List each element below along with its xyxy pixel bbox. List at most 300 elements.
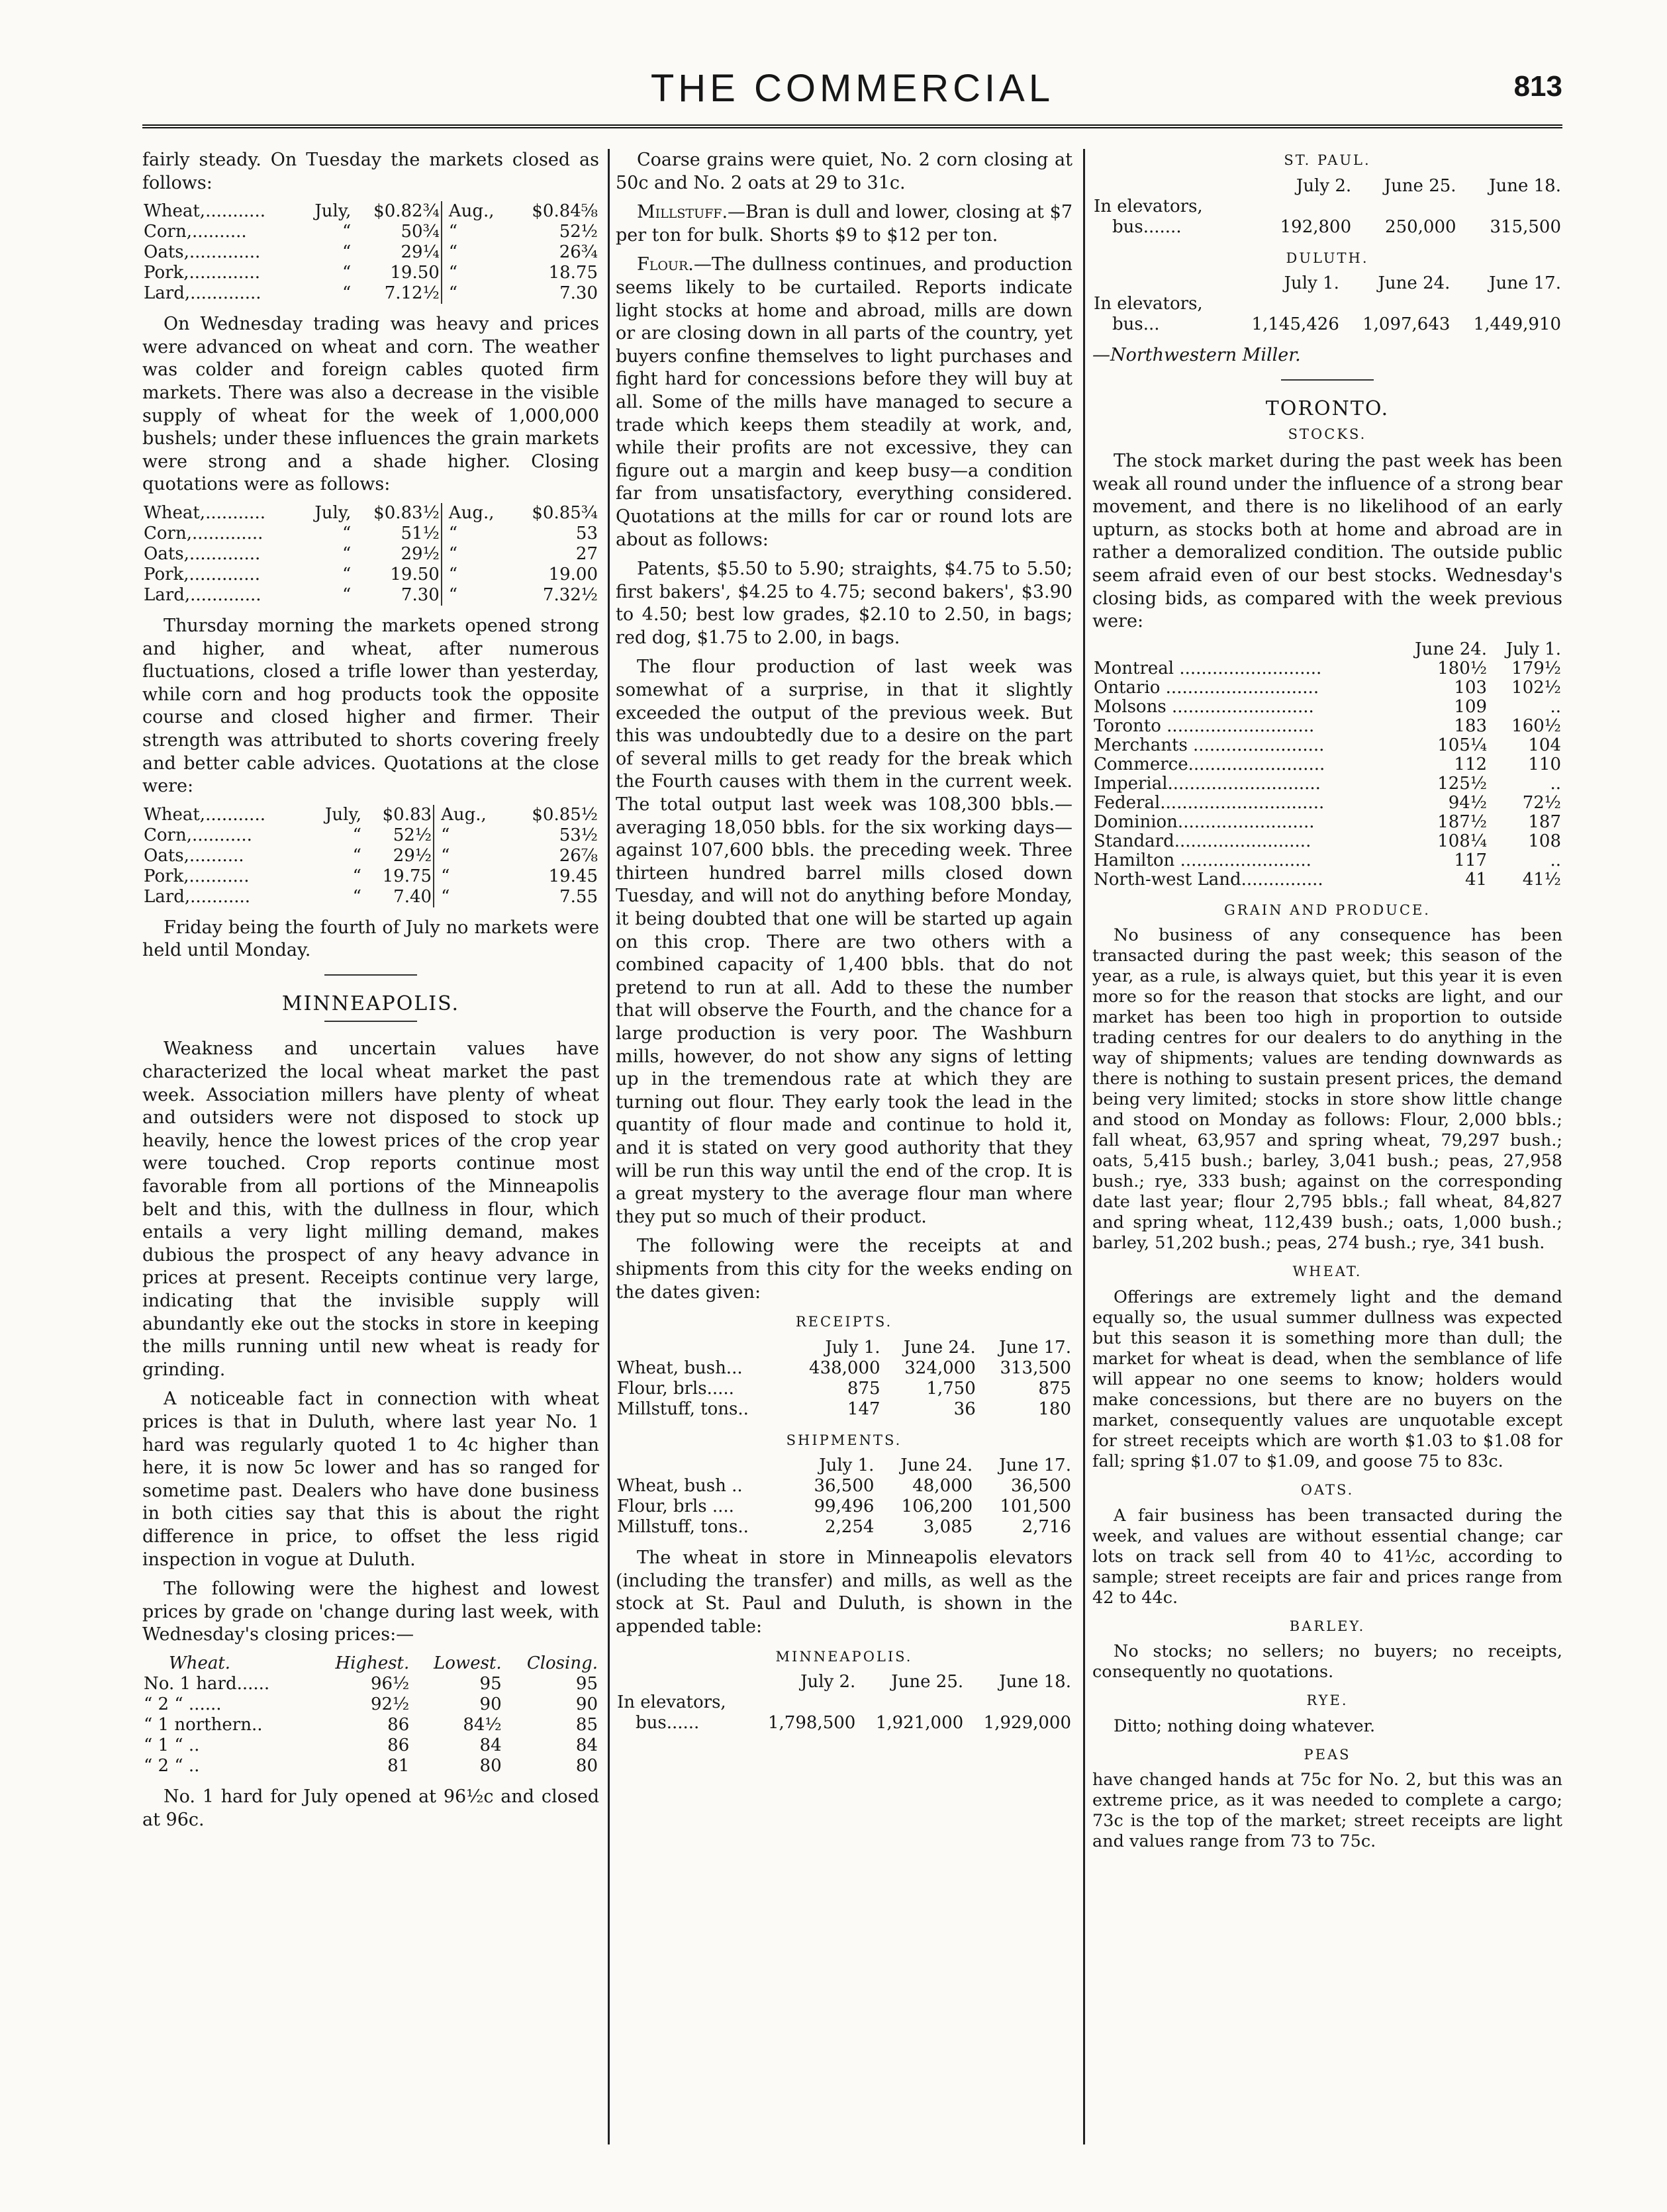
grade-label: “ 1 northern..	[144, 1714, 263, 1735]
section-heading-toronto: TORONTO.	[1265, 396, 1390, 420]
table-row	[1092, 794, 1562, 813]
bid-value: 105¼	[1437, 735, 1488, 755]
row-label: Wheat, bush ..	[617, 1476, 743, 1497]
paragraph	[616, 253, 1072, 551]
tuesday-quotes-table	[142, 201, 599, 304]
row-label: In elevators,	[1094, 196, 1203, 216]
price-value: 19.45	[548, 866, 598, 886]
paragraph: No. 1 hard for July opened at 96½c and closed at 96c.	[142, 1786, 599, 1830]
table-row	[616, 1692, 1072, 1713]
value-cell: 2,716	[1022, 1517, 1071, 1538]
grade-label: “ 1 “ ..	[144, 1735, 200, 1755]
paragraph: Offerings are extremely light and the demand equally so, the usual summer dullness was expected but this season it is something more than dull; the market for wheat is dead, when the semblance of life will appear no one seems to know; holders would make concessions, but there are no buyers on the market, consequently values are unquotable except for street receipts which are worth $1.03 to $1.08 for fall; spring $1.07 to $1.09, and goose 75 to 83c.	[1092, 1287, 1562, 1471]
table-cell	[616, 1338, 787, 1358]
table-row	[1092, 314, 1562, 335]
month-label: “	[434, 825, 506, 846]
bid-value: 94½	[1448, 792, 1488, 813]
price-value: 84½	[463, 1714, 502, 1735]
table-header-row	[142, 1653, 599, 1674]
table-row	[142, 1735, 599, 1756]
subsection-heading: PEAS	[1304, 1746, 1351, 1763]
grade-prices-table	[142, 1653, 599, 1776]
column-1	[142, 149, 599, 1838]
bid-value: ..	[1550, 773, 1561, 794]
bid-value: 180½	[1437, 658, 1488, 678]
paragraph: On Wednesday trading was heavy and prices were advanced on wheat and corn. The weather was colder and foreign cables quoted firm markets. There was also a decrease in the visible supply of wheat for the week of 1,000,000 bushels; under these influences the grain markets were strong and a shade higher. Closing quotations were as follows:	[142, 314, 599, 495]
table-header-row	[1092, 273, 1562, 294]
price-value: 90	[479, 1694, 502, 1714]
month-label: “	[434, 887, 506, 907]
commodity-label: Lard,.............	[144, 283, 262, 304]
page-header	[142, 66, 1562, 113]
table-row	[142, 222, 599, 242]
value-cell: 2,254	[825, 1517, 875, 1538]
table-row	[142, 242, 599, 263]
bid-value: 102½	[1511, 677, 1561, 698]
table-row	[142, 283, 599, 304]
column-header: June 17.	[999, 1337, 1071, 1358]
table-header-row	[1092, 640, 1562, 659]
paragraph: A fair business has been transacted during the week, and values are without essential change; car lots on track sell from 40 to 41½c, according to sample; street receipts are fair and prices range from 42 to 44c.	[1092, 1505, 1562, 1608]
column-header: June 18.	[999, 1672, 1071, 1692]
price-value: 7.30	[401, 584, 440, 605]
table-row	[142, 825, 599, 846]
price-value: 90	[575, 1694, 598, 1714]
commodity-label: Corn,.............	[144, 523, 263, 543]
month-label: Aug.,	[442, 503, 511, 524]
stock-name: Toronto ...........................	[1094, 715, 1315, 736]
paragraph-body: —The dullness continues, and production seems likely to be curtailed. Reports indicate light stocks at home and abroad, mills are down or are closing down in all parts of the country, yet buyers confine themselves to light purchases and fight hard for concessions before they will buy at all. Some of the mills have managed to secure a trade which keeps them steadily at work, and, while their profits are not excessive, they can figure out a margin and keep busy—a condition far from unsatisfactory, everything considered. Quotations at the mills for car or round lots are about as follows:	[616, 254, 1072, 550]
month-label: July,	[314, 502, 352, 523]
price-value: 95	[479, 1673, 502, 1694]
price-value: 95	[575, 1673, 598, 1694]
value-cell: 1,929,000	[983, 1713, 1071, 1733]
table-row	[616, 1379, 1072, 1399]
column-header: July 1.	[819, 1455, 875, 1476]
row-label: Flour, brls ....	[617, 1497, 734, 1517]
grade-label: No. 1 hard......	[144, 1673, 270, 1694]
value-cell: 106,200	[901, 1497, 973, 1517]
value-cell: 36,500	[814, 1476, 875, 1497]
price-value: $0.85½	[532, 804, 598, 825]
value-cell: 324,000	[904, 1358, 976, 1378]
value-cell: 438,000	[809, 1358, 881, 1378]
commodity-label: Pork,.............	[144, 564, 260, 584]
table-title: RECEIPTS.	[795, 1314, 893, 1330]
subsection-heading: GRAIN AND PRODUCE.	[1224, 901, 1431, 918]
month-label: “	[442, 222, 511, 242]
column-header: June 18.	[1489, 175, 1561, 196]
paragraph: have changed hands at 75c for No. 2, but this was an extreme price, as it was needed to complete a cargo; 73c is the top of the market; street receipts are light and values range from 73 to 75c.	[1092, 1770, 1562, 1852]
price-value: 84	[575, 1735, 598, 1755]
column-header: June 25.	[1384, 175, 1456, 196]
price-value: 29½	[393, 845, 432, 866]
table-title: SHIPMENTS.	[786, 1432, 902, 1448]
table-row	[616, 1713, 1072, 1733]
month-label: “	[442, 565, 511, 585]
bid-value: 187½	[1437, 811, 1488, 832]
column-header: July 1.	[1284, 273, 1339, 294]
minneapolis-elevators-table	[616, 1672, 1072, 1733]
table-row	[142, 524, 599, 544]
table-row	[142, 1756, 599, 1776]
value-cell: 1,798,500	[768, 1713, 856, 1733]
value-cell: 875	[847, 1378, 881, 1399]
section-rule	[1281, 379, 1374, 381]
price-value: 7.55	[559, 886, 598, 907]
table-row	[142, 503, 599, 524]
table-row	[142, 565, 599, 585]
commodity-label: Wheat,...........	[144, 502, 265, 523]
price-value: 81	[387, 1755, 410, 1776]
table-cell	[1092, 273, 1229, 294]
table-row	[142, 201, 599, 222]
bid-value: 117	[1454, 850, 1488, 870]
column-header: June 24.	[1415, 639, 1488, 659]
section-rule	[324, 974, 417, 976]
subsection-heading: OATS.	[1300, 1481, 1355, 1498]
table-row	[142, 805, 599, 825]
month-label: “	[442, 242, 511, 263]
table-row	[616, 1497, 1072, 1517]
column-header: June 25.	[891, 1672, 964, 1692]
value-cell: 192,800	[1280, 216, 1352, 237]
value-cell: 36	[953, 1399, 976, 1419]
value-cell: 3,085	[923, 1517, 973, 1538]
paragraph-lead: Flour.	[637, 254, 694, 275]
table-cell	[616, 1672, 749, 1692]
column-header: Closing.	[526, 1653, 598, 1673]
stock-name: Standard.........................	[1094, 831, 1311, 851]
table-row	[142, 585, 599, 606]
price-value: 84	[479, 1735, 502, 1755]
paragraph: Thursday morning the markets opened strong and higher, and wheat, after numerous fluctuations, closed a trifle lower than yesterday, while corn and hog products took the opposite course and closed higher and firmer. Their strength was attributed to shorts covering freely and better cable advices. Quotations at the close were:	[142, 615, 599, 797]
table-row	[616, 1399, 1072, 1420]
section-heading-minneapolis: MINNEAPOLIS.	[281, 991, 460, 1015]
row-label: bus.......	[1112, 216, 1182, 237]
commodity-label: Wheat,...........	[144, 201, 265, 222]
bid-value: 187	[1528, 811, 1561, 832]
paragraph: The following were the highest and lowest prices by grade on 'change during last week, with Wednesday's closing prices:—	[142, 1579, 599, 1645]
value-cell: 315,500	[1490, 216, 1561, 237]
bid-value: 125½	[1437, 773, 1488, 794]
stock-name: Ontario ............................	[1094, 677, 1319, 698]
table-row	[142, 866, 599, 887]
table-row	[142, 887, 599, 907]
thursday-quotes-table	[142, 805, 599, 907]
paragraph	[616, 201, 1072, 247]
column-header: July 1.	[825, 1337, 881, 1358]
stock-name: North-west Land...............	[1094, 869, 1323, 890]
column-header: Highest.	[335, 1653, 410, 1673]
paragraph: The following were the receipts at and shipments from this city for the weeks ending on the dates given:	[616, 1236, 1072, 1303]
column-header: July 2.	[1296, 175, 1352, 196]
table-row	[142, 1694, 599, 1715]
table-row	[1092, 813, 1562, 832]
grade-label: “ 2 “ ......	[144, 1694, 222, 1714]
bid-value: 183	[1454, 715, 1488, 736]
table-row	[142, 544, 599, 565]
value-cell: 1,449,910	[1473, 314, 1561, 335]
price-value: 19.75	[382, 866, 432, 886]
month-label: “	[434, 846, 506, 866]
value-cell: 180	[1038, 1399, 1071, 1419]
price-value: 52½	[393, 825, 432, 845]
value-cell: 1,921,000	[875, 1713, 964, 1733]
price-value: 7.30	[559, 283, 598, 304]
bid-value: 109	[1454, 696, 1488, 717]
value-cell: 875	[1038, 1378, 1071, 1399]
price-value: 86	[387, 1714, 410, 1735]
section-rule	[324, 1021, 417, 1022]
price-value: 53	[575, 523, 598, 543]
bid-value: 41	[1464, 869, 1488, 890]
value-cell: 48,000	[912, 1476, 973, 1497]
table-header-row	[616, 1455, 1072, 1476]
price-value: 52½	[559, 222, 598, 242]
table-row	[1092, 774, 1562, 794]
table-row	[142, 1674, 599, 1694]
table-row	[142, 1715, 599, 1735]
column-header: Lowest.	[434, 1653, 502, 1673]
bid-value: 108	[1528, 831, 1561, 851]
table-title: ST. PAUL.	[1284, 152, 1371, 168]
table-row	[1092, 717, 1562, 736]
price-value: 86	[387, 1735, 410, 1755]
subsection-heading: RYE.	[1306, 1692, 1349, 1709]
value-cell: 36,500	[1011, 1476, 1071, 1497]
row-label: Wheat, bush...	[617, 1358, 743, 1378]
header-rule	[142, 124, 1562, 128]
price-value: $0.84⅝	[532, 201, 598, 222]
value-cell: 1,750	[926, 1378, 976, 1399]
page-number: 813	[1513, 70, 1562, 103]
column-divider-1	[608, 149, 610, 2144]
commodity-label: Oats,.............	[144, 242, 261, 263]
table-cell	[1092, 176, 1249, 197]
month-label: “	[442, 263, 511, 283]
subsection-heading: BARLEY.	[1289, 1618, 1366, 1634]
price-value: 19.00	[548, 564, 598, 584]
price-value: 26⅞	[559, 845, 598, 866]
column-3	[1092, 149, 1562, 1859]
table-row	[1092, 736, 1562, 755]
publication-title: THE COMMERCIAL	[650, 67, 1055, 110]
bid-value: 103	[1454, 677, 1488, 698]
value-cell: 101,500	[1000, 1497, 1071, 1517]
bid-value: 72½	[1522, 792, 1561, 813]
paragraph-body: —Bran is dull and lower, closing at $7 per ton for bulk. Shorts $9 to $12 per ton.	[616, 202, 1072, 246]
value-cell: 1,097,643	[1362, 314, 1451, 335]
table-row	[1092, 294, 1562, 314]
table-row	[142, 263, 599, 283]
paragraph: Patents, $5.50 to 5.90; straights, $4.75 to 5.50; first bakers', $4.25 to 4.75; second bakers', $3.90 to 4.50; best low grades, $2.10 to 2.50, in bags; red dog, $1.75 to 2.00, in bags.	[616, 559, 1072, 648]
bid-value: ..	[1550, 850, 1561, 870]
price-value: 85	[575, 1714, 598, 1735]
table-header-row	[1092, 176, 1562, 197]
price-value: 26¾	[559, 242, 598, 263]
bid-value: 104	[1528, 735, 1561, 755]
price-value: 18.75	[548, 263, 598, 283]
commodity-label: Lard,...........	[144, 886, 251, 907]
paragraph: A noticeable fact in connection with wheat prices is that in Duluth, where last year No. 1 hard was regularly quoted 1 to 4c higher than here, it is now 5c lower and has so ranged for sometime past. Dealers who have done business in both cities say that this is about the right difference in price, to offset the less rigid inspection in vogue at Duluth.	[142, 1389, 599, 1570]
table-row	[1092, 832, 1562, 851]
table-row	[1092, 870, 1562, 890]
price-value: 7.40	[393, 886, 432, 907]
bid-value: 160½	[1511, 715, 1561, 736]
month-label: “	[342, 543, 352, 564]
month-label: “	[352, 866, 361, 886]
price-value: 7.32½	[542, 584, 598, 605]
column-header: June 17.	[999, 1455, 1071, 1476]
month-label: “	[342, 564, 352, 584]
bid-value: 179½	[1511, 658, 1561, 678]
value-cell: 1,145,426	[1251, 314, 1339, 335]
value-cell: 313,500	[1000, 1358, 1071, 1378]
stock-name: Montreal ..........................	[1094, 658, 1322, 678]
commodity-label: Corn,..........	[144, 222, 247, 242]
grade-label: “ 2 “ ..	[144, 1755, 200, 1776]
paragraph: fairly steady. On Tuesday the markets closed as follows:	[142, 150, 599, 193]
row-label: In elevators,	[617, 1692, 726, 1713]
commodity-label: Oats,..........	[144, 845, 244, 866]
price-value: 19.50	[390, 564, 440, 584]
value-cell: 147	[847, 1399, 881, 1419]
shipments-table	[616, 1455, 1072, 1538]
stock-name: Commerce.........................	[1094, 754, 1325, 774]
commodity-label: Oats,.............	[144, 543, 261, 564]
value-cell: 99,496	[814, 1497, 875, 1517]
paragraph-lead: Millstuff.	[637, 202, 728, 223]
month-label: “	[342, 242, 352, 263]
row-label: Flour, brls.....	[617, 1378, 734, 1399]
month-label: Aug.,	[442, 201, 511, 222]
receipts-table	[616, 1338, 1072, 1420]
column-header: June 24.	[900, 1455, 973, 1476]
table-row	[142, 846, 599, 866]
price-value: 96½	[370, 1673, 410, 1694]
table-header-row	[616, 1672, 1072, 1692]
month-label: July,	[324, 804, 361, 825]
bid-value: 108¼	[1437, 831, 1488, 851]
bid-value: 112	[1454, 754, 1488, 774]
commodity-label: Lard,.............	[144, 584, 262, 605]
table-row	[1092, 197, 1562, 217]
commodity-label: Pork,...........	[144, 866, 250, 886]
stock-bids-table	[1092, 640, 1562, 890]
month-label: “	[442, 544, 511, 565]
month-label: “	[352, 845, 361, 866]
paragraph: Weakness and uncertain values have characterized the local wheat market the past week. Association millers have plenty of wheat and outsiders were not disposed to stock up heavily, hence the lowest prices of the crop year were touched. Crop reports continue most favorable from all portions of the Minneapolis belt and this, with the dullness in flour, which entails a very light milling demand, makes dubious the prospect of any heavy advance in prices at present. Receipts continue very large, indicating that the invisible supply will abundantly eke out the stocks in store in keeping the mills running until new wheat is ready for grinding.	[142, 1038, 599, 1380]
table-header-row	[616, 1338, 1072, 1358]
duluth-elevators-table	[1092, 273, 1562, 335]
price-value: $0.83½	[373, 502, 440, 523]
stock-name: Imperial............................	[1094, 773, 1321, 794]
stock-name: Merchants ........................	[1094, 735, 1325, 755]
month-label: “	[442, 283, 511, 304]
price-value: 80	[479, 1755, 502, 1776]
source-credit: —Northwestern Miller.	[1092, 345, 1301, 366]
paragraph: No business of any consequence has been transacted during the past week; this season of the year, as a rule, is always quiet, but this year it is even more so for the reason that stocks are light, and our market has been too high in proportion to outside trading centres for our dealers to do anything in the way of shipments; values are tending downwards as there is nothing to sustain present prices, the demand being very limited; stocks in store show little change and stood on Monday as follows: Flour, 2,000 bbls.; fall wheat, 63,957 and spring wheat, 79,297 bush.; oats, 5,415 bush.; barley, 3,041 bush.; peas, 27,958 bush.; rye, 333 bush; against on the corresponding date last year; flour 2,795 bbls.; fall wheat, 84,827 and spring wheat, 112,439 bush.; oats, 1,000 bush.; barley, 51,202 bush.; peas, 274 bush.; rye, 341 bush.	[1092, 925, 1562, 1254]
month-label: “	[342, 283, 352, 304]
paragraph: Friday being the fourth of July no markets were held until Monday.	[142, 917, 599, 961]
price-value: 51½	[401, 523, 440, 543]
price-value: $0.83	[382, 804, 432, 825]
price-value: 7.12½	[384, 283, 440, 304]
stock-name: Federal..............................	[1094, 792, 1325, 813]
paragraph: Coarse grains were quiet, No. 2 corn closing at 50c and No. 2 oats at 29 to 31c.	[616, 150, 1072, 193]
month-label: “	[342, 523, 352, 543]
stock-name: Molsons ..........................	[1094, 696, 1314, 717]
month-label: “	[352, 825, 361, 845]
price-value: 29¼	[401, 242, 440, 263]
table-cell	[616, 1455, 792, 1476]
price-value: 80	[575, 1755, 598, 1776]
column-header: Wheat.	[169, 1653, 231, 1673]
table-row	[1092, 217, 1562, 238]
bid-value: 110	[1528, 754, 1561, 774]
column-2	[616, 149, 1072, 1743]
price-value: $0.82¾	[373, 201, 440, 222]
bid-value: 41½	[1522, 869, 1561, 890]
paragraph: No stocks; no sellers; no buyers; no receipts, consequently no quotations.	[1092, 1641, 1562, 1682]
month-label: Aug.,	[434, 805, 506, 825]
row-label: bus......	[636, 1713, 700, 1733]
commodity-label: Wheat,...........	[144, 804, 265, 825]
stock-name: Dominion.........................	[1094, 811, 1315, 832]
column-header: July 2.	[800, 1672, 856, 1692]
table-row	[1092, 851, 1562, 870]
column-header: June 24.	[903, 1337, 976, 1358]
commodity-label: Corn,...........	[144, 825, 252, 845]
month-label: “	[442, 585, 511, 606]
table-row	[616, 1476, 1072, 1497]
paragraph: The flour production of last week was somewhat of a surprise, in that it slightly exceeded the output of the previous week. But this was undoubtedly due to a desire on the part of several mills to get ready for the break which the Fourth causes with them in the current week. The total output last week was 108,300 bbls.—averaging 18,050 bbls. for the six working days—against 107,600 bbls. the preceding week. Three thirteen hundred barrel mills closed down Tuesday, and will not do anything before Monday, it being doubted that one will be started up again on this crop. There are two others with a combined capacity of 1,400 bbls. that do not pretend to run at all. Add to these the number that will observe the Fourth, and the chance for a large production is very poor. The Washburn mills, however, do not show any signs of letting up in the tremendous rate at which they are turning out flour. They early took the lead in the quantity of flour made and continue to hold it, and it is stated on very good authority that they will be run this way until the end of the crop. It is a great mystery to the average flour man where they put so much of their product.	[616, 657, 1072, 1227]
st-paul-elevators-table	[1092, 176, 1562, 238]
price-value: 27	[575, 543, 598, 564]
table-row	[616, 1517, 1072, 1538]
month-label: “	[342, 584, 352, 605]
bid-value: ..	[1550, 696, 1561, 717]
row-label: Millstuff, tons..	[617, 1517, 749, 1538]
table-row	[1092, 698, 1562, 717]
row-label: In elevators,	[1094, 294, 1203, 314]
price-value: 19.50	[390, 263, 440, 283]
paragraph: The stock market during the past week has been weak all round under the influence of a strong bear movement, and there is no likelihood of an early upturn, as stocks both at home and abroad are in rather a demoralized condition. The outside public seem afraid even of our best stocks. Wednesday's closing bids, as compared with the week previous were:	[1092, 450, 1562, 632]
table-title: DULUTH.	[1286, 250, 1369, 266]
paragraph: Ditto; nothing doing whatever.	[1114, 1716, 1376, 1736]
month-label: “	[434, 866, 506, 887]
month-label: “	[352, 886, 361, 907]
month-label: “	[442, 524, 511, 544]
table-title: MINNEAPOLIS.	[775, 1648, 913, 1665]
column-header: June 17.	[1489, 273, 1561, 294]
row-label: Millstuff, tons..	[617, 1399, 749, 1419]
price-value: 50¾	[401, 222, 440, 242]
column-header: June 24.	[1378, 273, 1451, 294]
table-row	[1092, 755, 1562, 774]
paragraph: The wheat in store in Minneapolis elevators (including the transfer) and mills, as well as the stock at St. Paul and Duluth, is shown in the appended table:	[616, 1547, 1072, 1637]
wednesday-quotes-table	[142, 503, 599, 606]
column-divider-2	[1083, 149, 1085, 2144]
price-value: 53½	[559, 825, 598, 845]
price-value: 29½	[401, 543, 440, 564]
stock-name: Hamilton ........................	[1094, 850, 1311, 870]
price-value: 92½	[370, 1694, 410, 1714]
month-label: July,	[314, 201, 352, 222]
commodity-label: Pork,.............	[144, 263, 260, 283]
table-row	[1092, 678, 1562, 698]
